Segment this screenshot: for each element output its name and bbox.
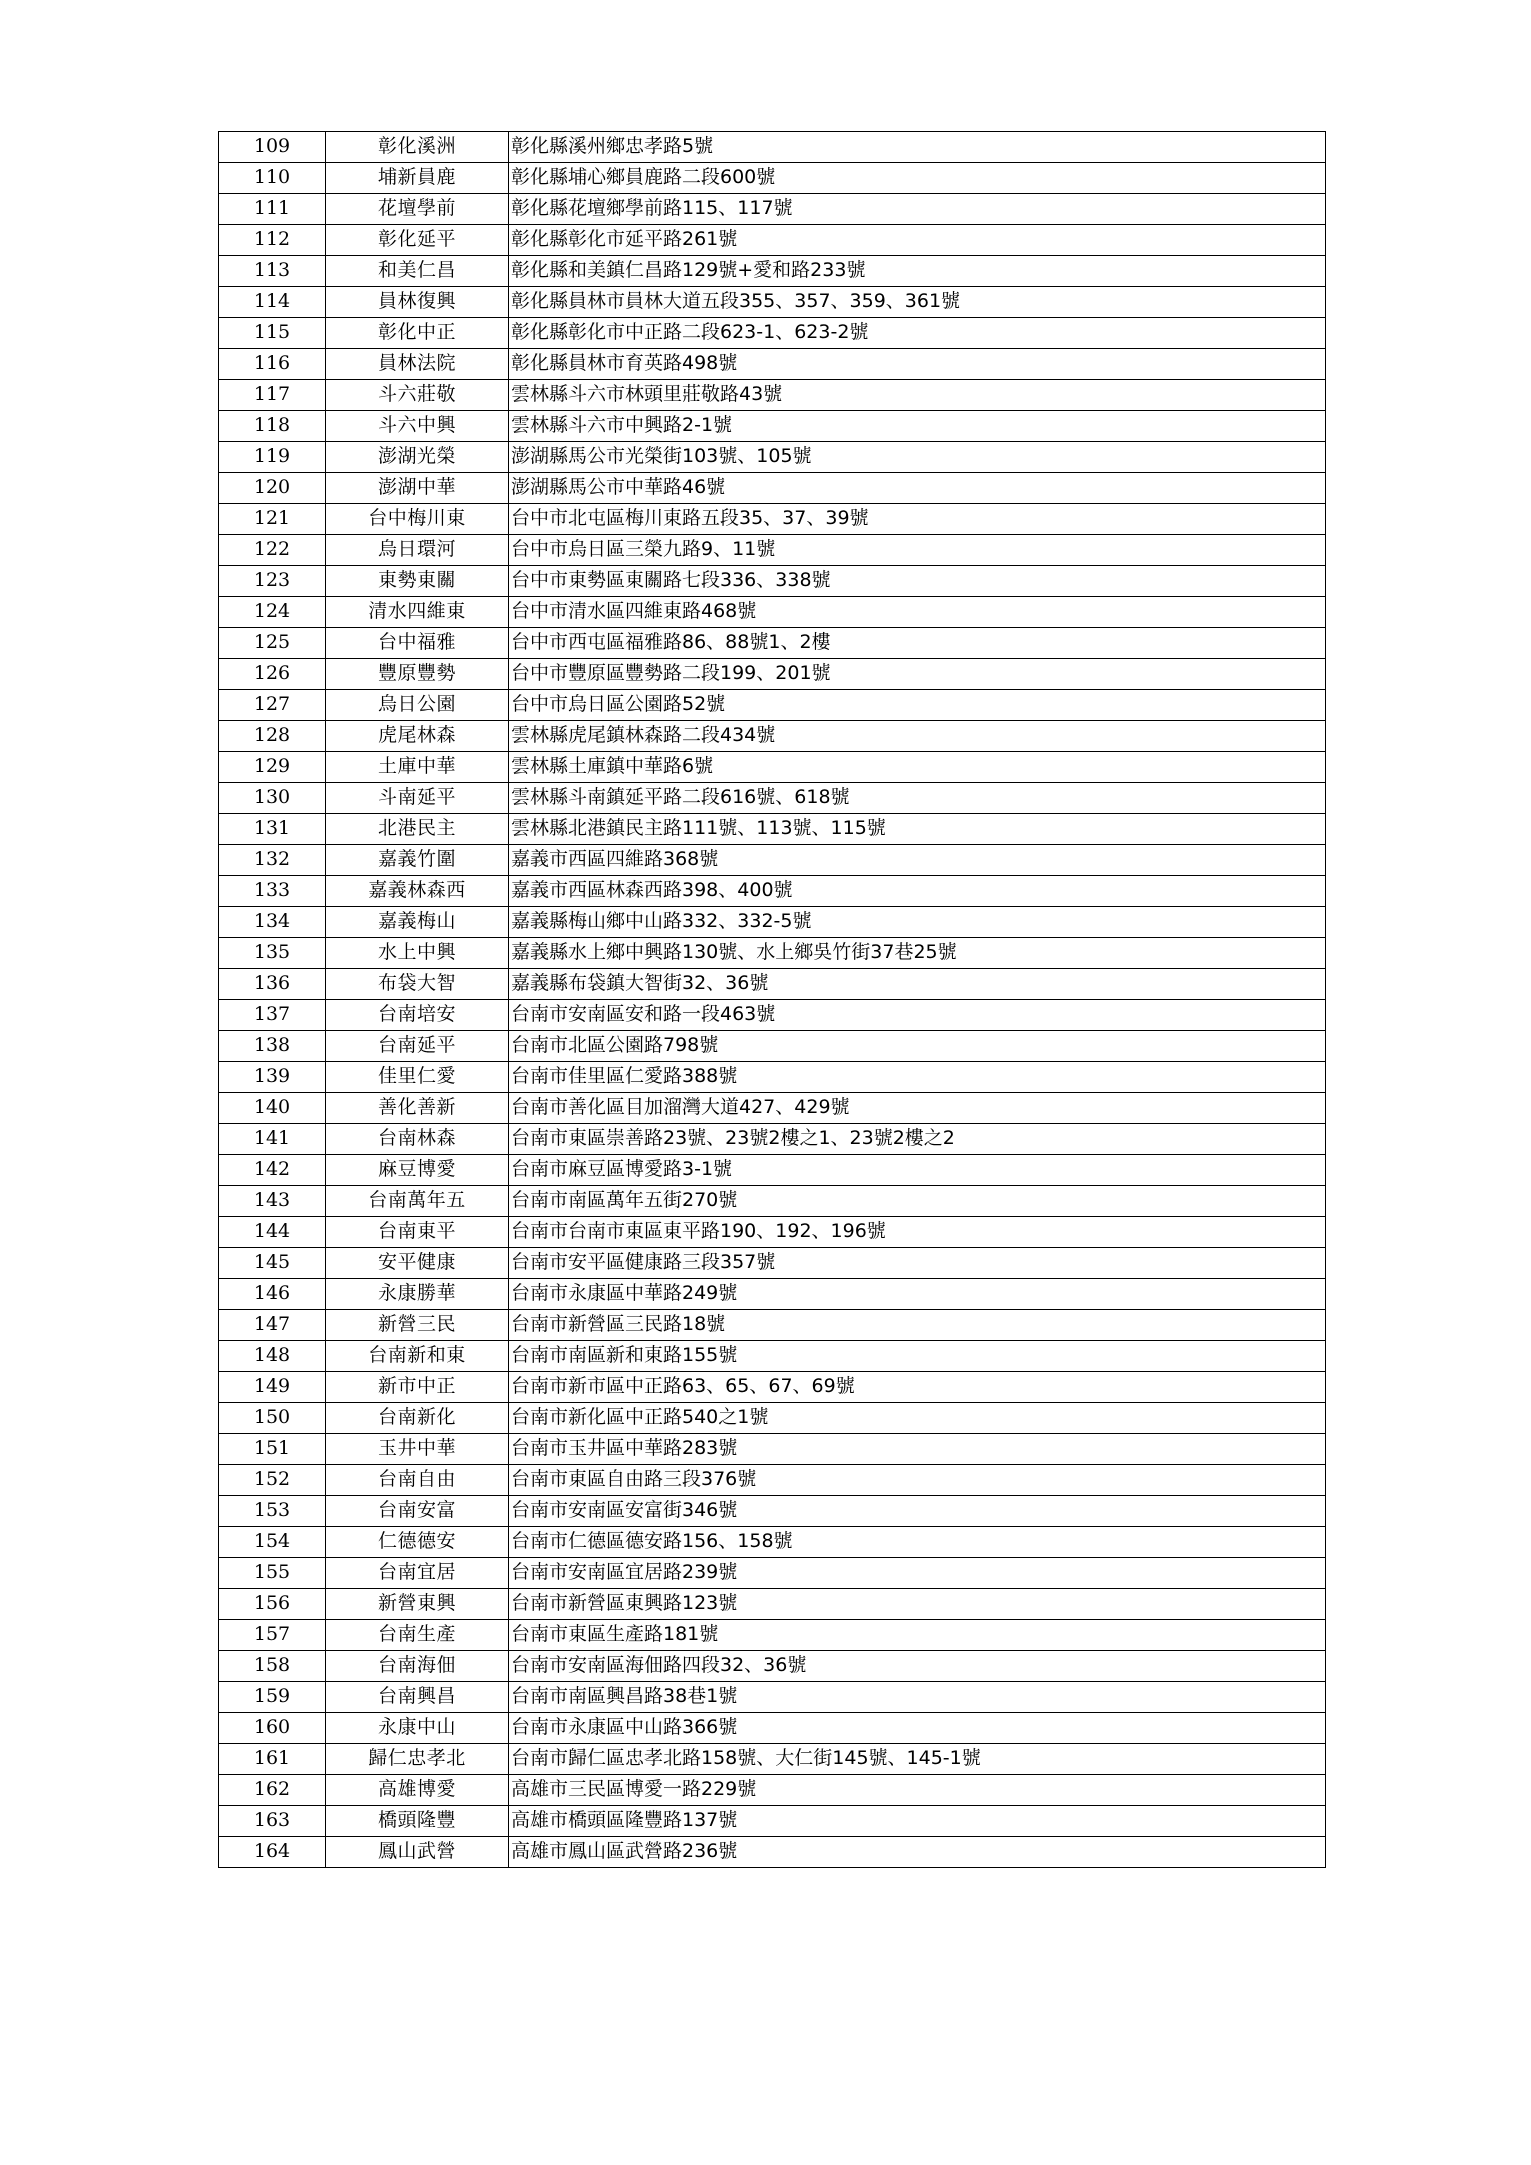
branch-number-cell: 151 (219, 1434, 326, 1465)
branch-address-cell: 台中市清水區四維東路468號 (509, 597, 1326, 628)
branch-number-cell: 163 (219, 1806, 326, 1837)
table-row (219, 473, 1326, 504)
branch-number-cell: 160 (219, 1713, 326, 1744)
branch-address-cell: 彰化縣彰化市中正路二段623-1、623-2號 (509, 318, 1326, 349)
branch-number-cell: 162 (219, 1775, 326, 1806)
table-row (219, 628, 1326, 659)
branch-name-cell: 新市中正 (326, 1372, 509, 1403)
branch-address-cell: 嘉義市西區林森西路398、400號 (509, 876, 1326, 907)
branch-number-cell: 157 (219, 1620, 326, 1651)
branch-number-cell: 152 (219, 1465, 326, 1496)
table-row (219, 1155, 1326, 1186)
branch-address-cell: 台南市南區興昌路38巷1號 (509, 1682, 1326, 1713)
branch-address-cell: 台南市玉井區中華路283號 (509, 1434, 1326, 1465)
branch-number-cell: 124 (219, 597, 326, 628)
table-row (219, 504, 1326, 535)
branch-address-cell: 台南市台南市東區東平路190、192、196號 (509, 1217, 1326, 1248)
branch-address-cell: 台南市仁德區德安路156、158號 (509, 1527, 1326, 1558)
table-row (219, 349, 1326, 380)
branch-name-cell: 台南新和東 (326, 1341, 509, 1372)
branch-address-cell: 台南市東區崇善路23號、23號2樓之1、23號2樓之2 (509, 1124, 1326, 1155)
branch-name-cell: 豐原豐勢 (326, 659, 509, 690)
branch-name-cell: 台南興昌 (326, 1682, 509, 1713)
branch-number-cell: 133 (219, 876, 326, 907)
branch-name-cell: 斗六中興 (326, 411, 509, 442)
table-row (219, 1124, 1326, 1155)
branch-number-cell: 120 (219, 473, 326, 504)
table-row (219, 1589, 1326, 1620)
table-row (219, 845, 1326, 876)
branch-number-cell: 161 (219, 1744, 326, 1775)
branch-number-cell: 121 (219, 504, 326, 535)
branch-address-cell: 台南市新營區三民路18號 (509, 1310, 1326, 1341)
branch-address-cell: 雲林縣斗南鎮延平路二段616號、618號 (509, 783, 1326, 814)
table-row (219, 1775, 1326, 1806)
table-row (219, 1248, 1326, 1279)
branch-address-cell: 台南市善化區目加溜灣大道427、429號 (509, 1093, 1326, 1124)
branch-name-cell: 北港民主 (326, 814, 509, 845)
branch-address-cell: 台南市安南區宜居路239號 (509, 1558, 1326, 1589)
branch-name-cell: 麻豆博愛 (326, 1155, 509, 1186)
table-row (219, 566, 1326, 597)
branch-number-cell: 131 (219, 814, 326, 845)
branch-name-cell: 台南自由 (326, 1465, 509, 1496)
table-row (219, 535, 1326, 566)
table-row (219, 1434, 1326, 1465)
branch-address-cell: 台南市歸仁區忠孝北路158號、大仁街145號、145-1號 (509, 1744, 1326, 1775)
branch-address-cell: 台南市安南區海佃路四段32、36號 (509, 1651, 1326, 1682)
branch-address-cell: 台南市新化區中正路540之1號 (509, 1403, 1326, 1434)
table-row (219, 411, 1326, 442)
branch-address-cell: 彰化縣員林市員林大道五段355、357、359、361號 (509, 287, 1326, 318)
branch-number-cell: 137 (219, 1000, 326, 1031)
branch-number-cell: 145 (219, 1248, 326, 1279)
branch-name-cell: 鳳山武營 (326, 1837, 509, 1868)
table-row (219, 1465, 1326, 1496)
branch-address-cell: 台南市麻豆區博愛路3-1號 (509, 1155, 1326, 1186)
branch-name-cell: 台南培安 (326, 1000, 509, 1031)
branch-address-cell: 台南市北區公園路798號 (509, 1031, 1326, 1062)
branch-list-table-wrapper (218, 131, 1310, 1868)
branch-address-cell: 台南市東區生產路181號 (509, 1620, 1326, 1651)
branch-name-cell: 布袋大智 (326, 969, 509, 1000)
table-row (219, 1186, 1326, 1217)
branch-number-cell: 148 (219, 1341, 326, 1372)
branch-name-cell: 台中福雅 (326, 628, 509, 659)
table-row (219, 659, 1326, 690)
table-row (219, 1403, 1326, 1434)
table-row (219, 1527, 1326, 1558)
branch-name-cell: 彰化中正 (326, 318, 509, 349)
branch-number-cell: 138 (219, 1031, 326, 1062)
branch-number-cell: 127 (219, 690, 326, 721)
branch-number-cell: 122 (219, 535, 326, 566)
table-row (219, 1837, 1326, 1868)
branch-number-cell: 143 (219, 1186, 326, 1217)
branch-address-cell: 嘉義縣布袋鎮大智街32、36號 (509, 969, 1326, 1000)
branch-address-cell: 高雄市鳳山區武營路236號 (509, 1837, 1326, 1868)
branch-name-cell: 烏日環河 (326, 535, 509, 566)
branch-name-cell: 高雄博愛 (326, 1775, 509, 1806)
branch-name-cell: 歸仁忠孝北 (326, 1744, 509, 1775)
branch-address-cell: 高雄市橋頭區隆豐路137號 (509, 1806, 1326, 1837)
branch-name-cell: 和美仁昌 (326, 256, 509, 287)
table-row (219, 1620, 1326, 1651)
table-row (219, 938, 1326, 969)
branch-name-cell: 新營三民 (326, 1310, 509, 1341)
branch-address-cell: 台南市安南區安富街346號 (509, 1496, 1326, 1527)
branch-name-cell: 安平健康 (326, 1248, 509, 1279)
table-row (219, 1000, 1326, 1031)
branch-list-body (219, 132, 1326, 1868)
branch-number-cell: 139 (219, 1062, 326, 1093)
branch-name-cell: 善化善新 (326, 1093, 509, 1124)
branch-name-cell: 澎湖光榮 (326, 442, 509, 473)
branch-number-cell: 142 (219, 1155, 326, 1186)
branch-number-cell: 150 (219, 1403, 326, 1434)
branch-number-cell: 135 (219, 938, 326, 969)
table-row (219, 690, 1326, 721)
branch-name-cell: 台南萬年五 (326, 1186, 509, 1217)
branch-address-cell: 台南市南區萬年五街270號 (509, 1186, 1326, 1217)
table-row (219, 1093, 1326, 1124)
branch-name-cell: 台南生產 (326, 1620, 509, 1651)
branch-number-cell: 110 (219, 163, 326, 194)
branch-address-cell: 雲林縣虎尾鎮林森路二段434號 (509, 721, 1326, 752)
branch-name-cell: 員林復興 (326, 287, 509, 318)
branch-name-cell: 台南林森 (326, 1124, 509, 1155)
branch-number-cell: 130 (219, 783, 326, 814)
branch-name-cell: 清水四維東 (326, 597, 509, 628)
branch-number-cell: 115 (219, 318, 326, 349)
branch-name-cell: 台南新化 (326, 1403, 509, 1434)
table-row (219, 1744, 1326, 1775)
table-row (219, 1310, 1326, 1341)
branch-address-cell: 嘉義縣水上鄉中興路130號、水上鄉吳竹街37巷25號 (509, 938, 1326, 969)
table-row (219, 1341, 1326, 1372)
branch-address-cell: 彰化縣溪州鄉忠孝路5號 (509, 132, 1326, 163)
branch-name-cell: 土庫中華 (326, 752, 509, 783)
branch-address-cell: 台中市西屯區福雅路86、88號1、2樓 (509, 628, 1326, 659)
branch-name-cell: 新營東興 (326, 1589, 509, 1620)
branch-name-cell: 澎湖中華 (326, 473, 509, 504)
branch-name-cell: 東勢東關 (326, 566, 509, 597)
branch-name-cell: 花壇學前 (326, 194, 509, 225)
branch-number-cell: 118 (219, 411, 326, 442)
branch-name-cell: 佳里仁愛 (326, 1062, 509, 1093)
branch-name-cell: 台南延平 (326, 1031, 509, 1062)
table-row (219, 597, 1326, 628)
table-row (219, 721, 1326, 752)
branch-address-cell: 台南市安平區健康路三段357號 (509, 1248, 1326, 1279)
branch-address-cell: 台南市永康區中山路366號 (509, 1713, 1326, 1744)
branch-name-cell: 烏日公園 (326, 690, 509, 721)
branch-number-cell: 125 (219, 628, 326, 659)
branch-number-cell: 132 (219, 845, 326, 876)
branch-number-cell: 129 (219, 752, 326, 783)
branch-number-cell: 119 (219, 442, 326, 473)
table-row (219, 752, 1326, 783)
branch-name-cell: 水上中興 (326, 938, 509, 969)
branch-number-cell: 141 (219, 1124, 326, 1155)
table-row (219, 1651, 1326, 1682)
branch-number-cell: 144 (219, 1217, 326, 1248)
branch-name-cell: 彰化溪洲 (326, 132, 509, 163)
branch-name-cell: 斗南延平 (326, 783, 509, 814)
table-row (219, 876, 1326, 907)
branch-address-cell: 雲林縣斗六市中興路2-1號 (509, 411, 1326, 442)
branch-name-cell: 台南東平 (326, 1217, 509, 1248)
table-row (219, 225, 1326, 256)
branch-address-cell: 嘉義市西區四維路368號 (509, 845, 1326, 876)
table-row (219, 907, 1326, 938)
branch-address-cell: 彰化縣彰化市延平路261號 (509, 225, 1326, 256)
branch-address-cell: 台南市新市區中正路63、65、67、69號 (509, 1372, 1326, 1403)
branch-address-cell: 雲林縣斗六市林頭里莊敬路43號 (509, 380, 1326, 411)
branch-address-cell: 彰化縣員林市育英路498號 (509, 349, 1326, 380)
branch-number-cell: 116 (219, 349, 326, 380)
branch-address-cell: 台南市佳里區仁愛路388號 (509, 1062, 1326, 1093)
branch-number-cell: 146 (219, 1279, 326, 1310)
table-row (219, 256, 1326, 287)
branch-name-cell: 台中梅川東 (326, 504, 509, 535)
branch-number-cell: 128 (219, 721, 326, 752)
table-row (219, 194, 1326, 225)
branch-name-cell: 台南海佃 (326, 1651, 509, 1682)
branch-name-cell: 仁德德安 (326, 1527, 509, 1558)
branch-address-cell: 台中市東勢區東關路七段336、338號 (509, 566, 1326, 597)
branch-address-cell: 台中市豐原區豐勢路二段199、201號 (509, 659, 1326, 690)
table-row (219, 380, 1326, 411)
branch-name-cell: 玉井中華 (326, 1434, 509, 1465)
table-row (219, 1279, 1326, 1310)
branch-address-cell: 彰化縣和美鎮仁昌路129號+愛和路233號 (509, 256, 1326, 287)
table-row (219, 163, 1326, 194)
branch-address-cell: 彰化縣花壇鄉學前路115、117號 (509, 194, 1326, 225)
branch-number-cell: 154 (219, 1527, 326, 1558)
branch-name-cell: 嘉義竹圍 (326, 845, 509, 876)
branch-name-cell: 永康中山 (326, 1713, 509, 1744)
branch-name-cell: 嘉義林森西 (326, 876, 509, 907)
branch-address-cell: 嘉義縣梅山鄉中山路332、332-5號 (509, 907, 1326, 938)
table-row (219, 783, 1326, 814)
branch-address-cell: 澎湖縣馬公市光榮街103號、105號 (509, 442, 1326, 473)
table-row (219, 1372, 1326, 1403)
branch-name-cell: 台南宜居 (326, 1558, 509, 1589)
table-row (219, 1558, 1326, 1589)
branch-address-cell: 雲林縣土庫鎮中華路6號 (509, 752, 1326, 783)
branch-number-cell: 158 (219, 1651, 326, 1682)
branch-number-cell: 164 (219, 1837, 326, 1868)
branch-number-cell: 123 (219, 566, 326, 597)
table-row (219, 814, 1326, 845)
branch-address-cell: 台南市東區自由路三段376號 (509, 1465, 1326, 1496)
table-row (219, 1682, 1326, 1713)
branch-number-cell: 114 (219, 287, 326, 318)
branch-name-cell: 嘉義梅山 (326, 907, 509, 938)
branch-address-cell: 台南市永康區中華路249號 (509, 1279, 1326, 1310)
branch-address-cell: 澎湖縣馬公市中華路46號 (509, 473, 1326, 504)
table-row (219, 132, 1326, 163)
branch-address-cell: 台中市烏日區公園路52號 (509, 690, 1326, 721)
branch-name-cell: 員林法院 (326, 349, 509, 380)
branch-address-cell: 台南市安南區安和路一段463號 (509, 1000, 1326, 1031)
branch-name-cell: 橋頭隆豐 (326, 1806, 509, 1837)
branch-number-cell: 112 (219, 225, 326, 256)
branch-address-cell: 台中市北屯區梅川東路五段35、37、39號 (509, 504, 1326, 535)
branch-number-cell: 147 (219, 1310, 326, 1341)
table-row (219, 318, 1326, 349)
table-row (219, 969, 1326, 1000)
branch-address-cell: 台南市南區新和東路155號 (509, 1341, 1326, 1372)
branch-name-cell: 虎尾林森 (326, 721, 509, 752)
table-row (219, 1062, 1326, 1093)
branch-name-cell: 台南安富 (326, 1496, 509, 1527)
branch-number-cell: 111 (219, 194, 326, 225)
table-row (219, 442, 1326, 473)
branch-number-cell: 153 (219, 1496, 326, 1527)
branch-number-cell: 113 (219, 256, 326, 287)
table-row (219, 1496, 1326, 1527)
branch-number-cell: 149 (219, 1372, 326, 1403)
branch-number-cell: 159 (219, 1682, 326, 1713)
branch-name-cell: 永康勝華 (326, 1279, 509, 1310)
branch-number-cell: 134 (219, 907, 326, 938)
table-row (219, 1713, 1326, 1744)
branch-name-cell: 埔新員鹿 (326, 163, 509, 194)
branch-number-cell: 109 (219, 132, 326, 163)
branch-address-cell: 雲林縣北港鎮民主路111號、113號、115號 (509, 814, 1326, 845)
branch-name-cell: 彰化延平 (326, 225, 509, 256)
branch-list-table (218, 131, 1326, 1868)
branch-name-cell: 斗六莊敬 (326, 380, 509, 411)
branch-address-cell: 彰化縣埔心鄉員鹿路二段600號 (509, 163, 1326, 194)
branch-number-cell: 126 (219, 659, 326, 690)
branch-number-cell: 136 (219, 969, 326, 1000)
branch-number-cell: 117 (219, 380, 326, 411)
table-row (219, 1217, 1326, 1248)
branch-address-cell: 台中市烏日區三榮九路9、11號 (509, 535, 1326, 566)
table-row (219, 287, 1326, 318)
branch-number-cell: 140 (219, 1093, 326, 1124)
branch-number-cell: 156 (219, 1589, 326, 1620)
branch-number-cell: 155 (219, 1558, 326, 1589)
table-row (219, 1806, 1326, 1837)
branch-address-cell: 台南市新營區東興路123號 (509, 1589, 1326, 1620)
branch-address-cell: 高雄市三民區博愛一路229號 (509, 1775, 1326, 1806)
table-row (219, 1031, 1326, 1062)
